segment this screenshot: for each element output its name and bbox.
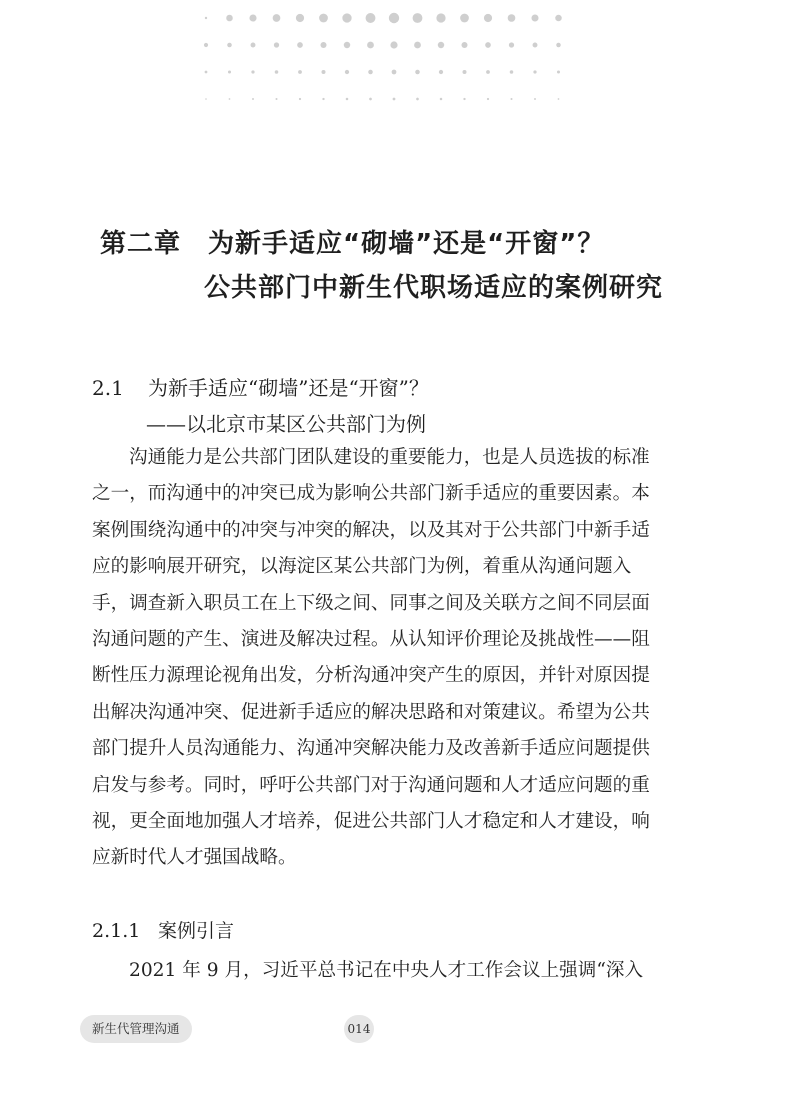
decorative-dot (368, 70, 373, 75)
subsection-title: 案例引言 (158, 920, 235, 942)
decorative-dot (534, 98, 536, 100)
decorative-dot (251, 43, 256, 48)
decorative-dot (509, 42, 514, 47)
decorative-dot (438, 42, 444, 48)
decorative-dot (320, 42, 326, 48)
decorative-dot (486, 70, 490, 74)
decorative-dot (273, 14, 281, 22)
paragraph-line: 出解决沟通冲突、促进新手适应的解决思路和对策建议。希望为公共 (92, 701, 650, 723)
decorative-dot (226, 15, 233, 22)
paragraph-line: 应的影响展开研究，以海淀区某公共部门为例，着重从沟通问题入 (92, 556, 632, 578)
paragraph-line: 之一，而沟通中的冲突已成为影响公共部门新手适应的重要因素。本 (92, 483, 650, 505)
section-number: 2.1 (92, 376, 124, 400)
decorative-dot (487, 98, 489, 100)
decorative-dot (297, 42, 303, 48)
decorative-dot (440, 98, 443, 101)
decorative-dot (460, 14, 469, 23)
decorative-dot (436, 13, 445, 22)
decorative-dot (510, 98, 512, 100)
section-title-line-2: ——以北京市某区公共部门为例 (146, 412, 426, 436)
chapter-title-line-2: 公共部门中新生代职场适应的案例研究 (204, 273, 664, 303)
decorative-dot (485, 42, 491, 48)
decorative-dot (555, 15, 562, 22)
decorative-dot (557, 70, 560, 73)
decorative-dot (533, 70, 536, 73)
paragraph-line: 视，更全面地加强人才培养，促进公共部门人才稳定和人才建设，响 (92, 811, 650, 833)
decorative-dot (275, 70, 279, 74)
decorative-dot (205, 98, 207, 100)
decorative-dot (275, 98, 277, 100)
decorative-dot (484, 14, 492, 22)
section-title-line-1: 为新手适应“砌墙”还是“开窗”？ (148, 376, 429, 400)
footer-page-number: 014 (344, 1015, 374, 1043)
decorative-dot (205, 17, 207, 19)
decorative-dot (439, 70, 443, 74)
decorative-dot (413, 13, 423, 23)
decorative-dot (531, 14, 538, 21)
decorative-dot (251, 70, 254, 73)
decorative-dot (205, 71, 208, 74)
decorative-dot (249, 14, 256, 21)
decorative-dot (389, 13, 399, 23)
decorative-dot (204, 43, 208, 47)
decorative-dot (556, 43, 561, 48)
paragraph-line: 手，调查新入职员工在上下级之间、同事之间及关联方之间不同层面 (92, 592, 650, 614)
chapter-title-line-1: 第二章 为新手适应“砌墙”还是“开窗”？ (100, 229, 605, 259)
paragraph-line: 案例围绕沟通中的冲突与冲突的解决，以及其对于公共部门中新手适 (92, 519, 650, 541)
footer-book-title: 新生代管理沟通 (80, 1015, 192, 1043)
chapter-title (100, 222, 700, 310)
decorative-dot (461, 42, 467, 48)
decorative-dot (415, 70, 420, 75)
subsection-heading (92, 914, 234, 948)
decorative-dot (510, 70, 514, 74)
decorative-dot (344, 42, 350, 48)
decorative-dot (366, 13, 376, 23)
decorative-dot (392, 70, 397, 75)
decorative-dot (345, 70, 349, 74)
paragraph-line: 沟通问题的产生、演进及解决过程。从认知评价理论及挑战性——阻 (92, 629, 650, 651)
decorative-dot (533, 43, 538, 48)
decorative-dot-pattern (0, 0, 787, 120)
decorative-dot (416, 98, 419, 101)
decorative-dot (321, 70, 325, 74)
decorative-dot (296, 14, 304, 22)
decorative-dot (227, 43, 232, 48)
decorative-dot (558, 98, 560, 100)
decorative-dot (252, 98, 254, 100)
decorative-dot (322, 98, 324, 100)
decorative-dot (393, 98, 396, 101)
decorative-dot (367, 42, 374, 49)
decorative-dot (299, 98, 301, 100)
next-paragraph-line: 2021 年 9 月，习近平总书记在中央人才工作会议上强调“深入 (129, 960, 644, 981)
decorative-dot (462, 70, 466, 74)
decorative-dot (342, 13, 351, 22)
decorative-dot (508, 14, 516, 22)
paragraph-line: 断性压力源理论视角出发，分析沟通冲突产生的原因，并针对原因提 (92, 665, 650, 687)
decorative-dot (390, 41, 397, 48)
decorative-dot (298, 70, 302, 74)
body-paragraph (92, 440, 650, 877)
decorative-dot (414, 42, 421, 49)
decorative-dot (369, 98, 372, 101)
paragraph-line: 部门提升人员沟通能力、沟通冲突解决能力及改善新手适应问题提供 (92, 738, 650, 760)
decorative-dot (346, 98, 349, 101)
subsection-number: 2.1.1 (92, 920, 141, 942)
section-heading (92, 370, 692, 442)
decorative-dot (229, 98, 231, 100)
paragraph-line: 启发与参考。同时，呼吁公共部门对于沟通问题和人才适应问题的重 (92, 774, 650, 796)
decorative-dot (319, 14, 328, 23)
paragraph-line: 应新时代人才强国战略。 (92, 847, 297, 869)
paragraph-line: 沟通能力是公共部门团队建设的重要能力，也是人员选拔的标准 (129, 447, 650, 468)
decorative-dot (228, 70, 231, 73)
decorative-dot (463, 98, 465, 100)
decorative-dot (274, 42, 279, 47)
